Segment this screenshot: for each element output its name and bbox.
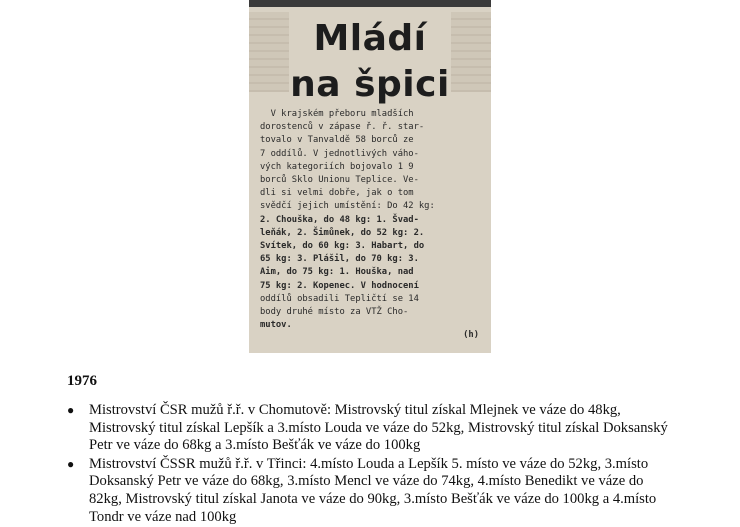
list-item-text: Mistrovství ČSSR mužů ř.ř. v Třinci: 4.místo Louda a Lepšík 5. místo ve váze do 52kg, 3.místo Doksanský Petr ve váze do 68kg, 3.místo Mencl ve váze do 74kg, 4.místo Benedikt ve váze do 82kg, Mistrovský titul získal Janota ve váze do 90kg, 3.místo Bešťák ve váze do 100kg a 4.místo Tondr ve váze nad 100kg [89, 455, 657, 525]
bullet-icon: ● [67, 456, 75, 471]
article-line: 65 kg: 3. Plášil, do 70 kg: 3. [260, 254, 419, 265]
article-line: 75 kg: 2. Kopenec. V hodnocení [260, 280, 419, 291]
clipping-signature: (h) [463, 330, 479, 340]
headline-line-2: na špici [290, 64, 450, 105]
article-line: Aim, do 75 kg: 1. Houška, nad [260, 267, 414, 278]
article-line: oddílů obsadili Tepličtí se 14 [260, 293, 419, 304]
newspaper-clipping [249, 0, 491, 353]
article-line: tovalo v Tanvaldě 58 borců ze [260, 135, 414, 146]
article-line: dli si velmi dobře, jak o tom [260, 188, 414, 199]
year-heading: 1976 [67, 373, 97, 389]
article-line: leňák, 2. Šimůnek, do 52 kg: 2. [260, 227, 425, 238]
article-line: vých kategoriích bojovalo 1 9 [260, 161, 414, 172]
bullet-icon: ● [67, 403, 75, 417]
list-item-text: Mistrovství ČSR mužů ř.ř. v Chomutově: Mistrovský titul získal Mlejnek ve váze do 48kg, Mistrovský titul získal Lepšík a 3.místo Louda ve váze do 52kg, Mistrovský titul získal Doksanský Petr ve váze do 68kg a 3.místo Bešťák ve váze do 100kg [89, 402, 668, 454]
article-line: body druhé místo za VTŽ Cho- [260, 307, 409, 318]
article-line: V krajském přeboru mladších [260, 109, 414, 119]
list-item [67, 456, 677, 526]
results-list [67, 402, 677, 527]
article-line: svědčí jejich umístění: Do 42 kg: [260, 201, 435, 212]
list-item [67, 402, 677, 455]
article-line: 7 oddílů. V jednotlivých váho- [260, 148, 419, 159]
article-line: dorostenců v zápase ř. ř. star- [260, 122, 425, 133]
clipping-top-border [249, 0, 491, 7]
headline-line-1: Mládí [313, 18, 427, 59]
clipping-article-body [260, 108, 483, 332]
clipping-headline [249, 16, 491, 108]
article-line: mutov. [260, 320, 292, 331]
article-line: Svítek, do 60 kg: 3. Habart, do [260, 241, 425, 252]
article-line: 2. Chouška, do 48 kg: 1. Švad- [260, 214, 419, 225]
article-line: borců Sklo Unionu Teplice. Ve- [260, 175, 419, 186]
